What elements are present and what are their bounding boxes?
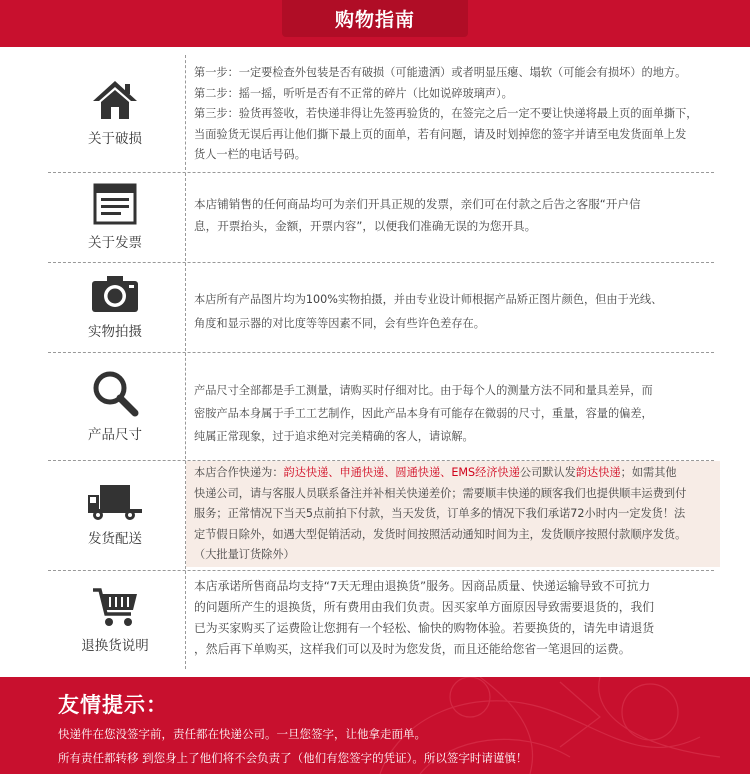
text-line: 产品尺寸全部都是手工测量，请购买时仔细对比。由于每个人的测量方法不同和量具差异，而 — [194, 384, 653, 397]
text-line: 的问题所产生的退换货，所有费用由我们负责。因买家单方面原因导致需要退货的，我们 — [194, 600, 655, 614]
text-line: 服务；正常情况下当天5点前拍下付款，当天发货，订单多的情况下我们承诺72小时内一定发货！法 — [194, 507, 686, 520]
default-carrier: 韵达快递 — [575, 466, 621, 479]
footer-notice — [0, 677, 750, 774]
section-damage-icon-col — [60, 55, 170, 170]
text-line: ，然后再下单购买，这样我们可以及时为您发货，而且还能给您省一笔退回的运费。 — [194, 642, 631, 656]
section-returns-icon-col — [60, 571, 170, 669]
divider-vertical — [185, 263, 186, 351]
section-size-icon-col — [60, 353, 170, 459]
text-line: 定节假日除外，如遇大型促销活动，发货时间按照活动通知时间为主，发货顺序按照付款顺序发货。 — [194, 527, 687, 541]
section-shipping — [0, 461, 750, 569]
footer-line-2: 所有责任都转移 到您身上了他们将不会负责了（他们有您签字的凭证）。所以签字时请谨慎！ — [58, 751, 528, 765]
section-damage-label: 关于破损 — [88, 130, 142, 147]
invoice-document-icon — [93, 183, 137, 225]
carrier-list: 韵达快递、申通快递、圆通快递、EMS经济快递 — [283, 466, 520, 479]
text-line: 第一步：一定要检查外包装是否有破损（可能遗洒）或者明显压瘪、塌软（可能会有损坏）的地方。 — [194, 66, 687, 79]
text-line: 已为买家购买了运费险让您拥有一个轻松、愉快的购物体验。若要换货的，请先申请退货 — [194, 621, 655, 635]
footer-title: 友情提示： — [58, 693, 168, 717]
text-line: 本店所有产品图片均为100%实物拍摄，并由专业设计师根据产品矫正图片颜色，但由于光线、 — [194, 293, 663, 306]
section-size-text — [194, 379, 720, 448]
page-title: 购物指南 — [334, 9, 415, 31]
section-size — [0, 353, 750, 459]
text-span: 公司默认发 — [519, 466, 576, 479]
header-banner — [0, 0, 750, 47]
section-shipping-label: 发货配送 — [88, 531, 142, 547]
footer-line-1: 快递件在您没签字前，责任都在快递公司。一旦您签字，让他拿走面单。 — [58, 727, 426, 741]
text-line: 角度和显示器的对比度等等因素不同，会有些许色差存在。 — [194, 317, 485, 330]
section-invoice-label: 关于发票 — [88, 235, 142, 251]
section-shipping-text — [194, 463, 720, 566]
camera-icon — [90, 274, 140, 314]
delivery-truck-icon — [88, 483, 142, 521]
shopping-cart-icon — [91, 586, 139, 628]
section-photo-text — [194, 288, 720, 336]
section-photo-label: 实物拍摄 — [88, 324, 142, 340]
text-line: 息，开票抬头，金额，开票内容”，以便我们准确无误的为您开具。 — [194, 219, 537, 233]
section-damage-text — [194, 63, 720, 166]
text-line: 当面验货无误后再让他们撕下最上页的面单，若有问题，请及时划掉您的签字并请至电发货面单上发 — [194, 127, 687, 141]
section-size-label: 产品尺寸 — [88, 427, 142, 443]
divider-vertical — [185, 55, 186, 170]
text-span: ；如需其他 — [620, 466, 677, 479]
section-photo-icon-col — [60, 263, 170, 351]
section-photo — [0, 263, 750, 351]
divider-vertical — [185, 353, 186, 459]
magnifier-icon — [91, 369, 139, 417]
home-icon — [91, 79, 139, 121]
text-line: 本店铺销售的任何商品均可为亲们开具正规的发票，亲们可在付款之后告之客服“开户信 — [194, 197, 641, 211]
text-line: 快递公司，请与客服人员联系备注并补相关快递差价；需要顺丰快递的顾客我们也提供顺丰运费到付 — [194, 486, 687, 500]
text-span: 本店合作快递为： — [194, 466, 284, 479]
section-invoice — [0, 173, 750, 261]
header-title-tab — [282, 0, 468, 37]
section-damage — [0, 55, 750, 170]
section-returns-text — [194, 576, 720, 660]
text-line: 第二步：摇一摇，听听是否有不正常的碎片（比如说碎玻璃声）。 — [194, 86, 513, 100]
text-line: 货人一栏的电话号码。 — [194, 148, 306, 161]
shipping-first-line — [194, 463, 720, 484]
section-returns-label: 退换货说明 — [81, 638, 149, 654]
section-invoice-icon-col — [60, 173, 170, 261]
section-shipping-icon-col — [60, 461, 170, 569]
text-line: 密胺产品本身属于手工工艺制作，因此产品本身有可能存在微弱的尺寸，重量，容量的偏差， — [194, 407, 653, 420]
text-line: 第三步：验货再签收，若快递非得让先签再验货的，在签完之后一定不要让快递将最上页的面单撕下， — [194, 107, 698, 120]
text-line: 本店承诺所售商品均支持“7天无理由退换货”服务。因商品质量、快递运输导致不可抗力 — [194, 579, 651, 593]
divider-vertical — [185, 571, 186, 669]
divider-vertical — [185, 461, 186, 569]
section-invoice-text — [194, 193, 720, 237]
section-returns — [0, 571, 750, 669]
text-line: （大批量订货除外） — [194, 548, 295, 561]
divider-vertical — [185, 173, 186, 261]
text-line: 纯属正常现象，过于追求绝对完美精确的客人，请谅解。 — [194, 430, 474, 443]
